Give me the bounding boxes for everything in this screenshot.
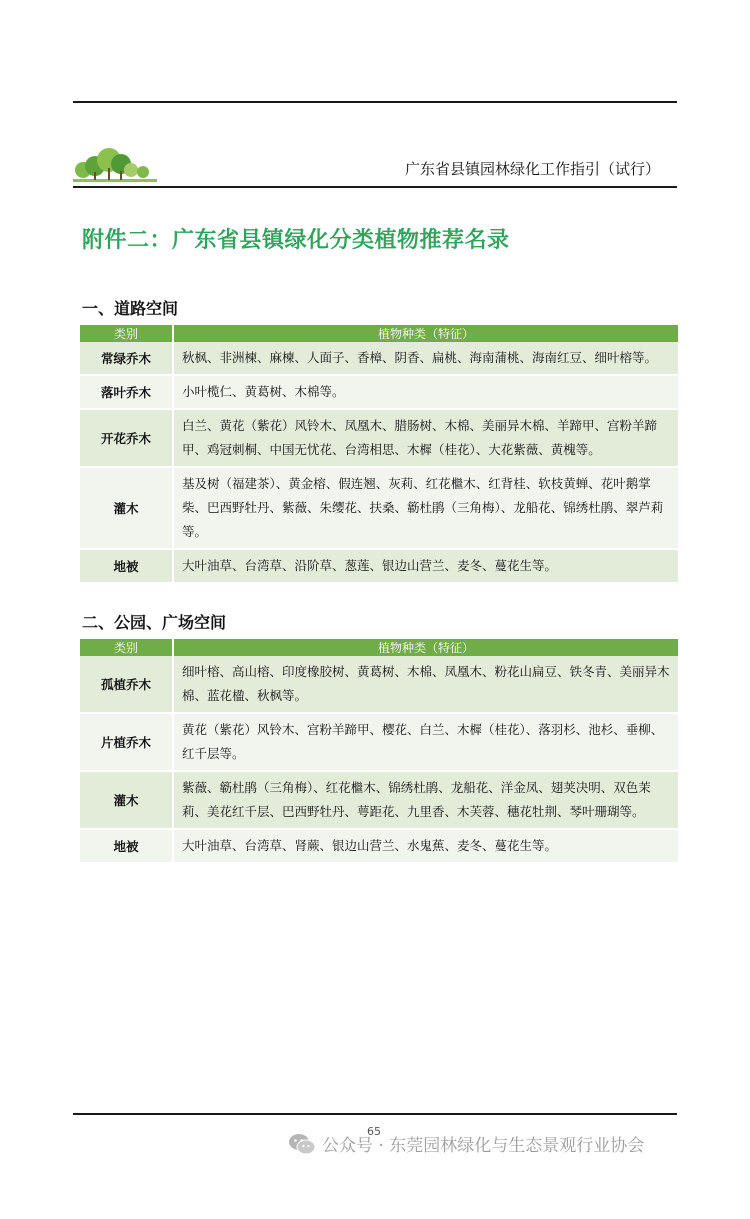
plants-cell: 大叶油草、台湾草、肾蕨、银边山营兰、水鬼蕉、麦冬、蔓花生等。 bbox=[173, 829, 678, 863]
column-header-category: 类别 bbox=[80, 639, 173, 656]
section-title-park: 二、公园、广场空间 bbox=[82, 613, 227, 632]
category-cell: 灌木 bbox=[80, 771, 173, 829]
category-cell: 常绿乔木 bbox=[80, 342, 173, 375]
column-header-plants: 植物种类（特征） bbox=[173, 639, 678, 656]
document-header-title: 广东省县镇园林绿化工作指引（试行） bbox=[404, 160, 660, 178]
table-row bbox=[80, 771, 678, 829]
category-cell: 孤植乔木 bbox=[80, 656, 173, 713]
trees-logo-icon bbox=[73, 146, 157, 184]
road-plants-table bbox=[80, 325, 678, 584]
plants-cell: 大叶油草、台湾草、沿阶草、葱莲、银边山营兰、麦冬、蔓花生等。 bbox=[173, 549, 678, 583]
header-bottom-rule bbox=[73, 186, 677, 188]
plants-cell: 细叶榕、高山榕、印度橡胶树、黄葛树、木棉、凤凰木、粉花山扁豆、铁冬青、美丽异木棉、蓝花楹、秋枫等。 bbox=[173, 656, 678, 713]
plants-cell: 小叶榄仁、黄葛树、木棉等。 bbox=[173, 375, 678, 409]
category-cell: 地被 bbox=[80, 829, 173, 863]
footer-rule bbox=[73, 1113, 677, 1115]
park-plants-table bbox=[80, 639, 678, 864]
page-title: 附件二：广东省县镇绿化分类植物推荐名录 bbox=[82, 228, 510, 253]
plants-cell: 基及树（福建茶）、黄金榕、假连翘、灰莉、红花檵木、红背桂、软枝黄蝉、花叶鹅掌柴、巴西野牡丹、紫薇、朱缨花、扶桑、簕杜鹃（三角梅）、龙船花、锦绣杜鹃、翠芦莉等。 bbox=[173, 467, 678, 549]
plants-cell: 白兰、黄花（紫花）风铃木、凤凰木、腊肠树、木棉、美丽异木棉、羊蹄甲、宫粉羊蹄甲、鸡冠刺桐、中国无忧花、台湾相思、木樨（桂花）、大花紫薇、黄槐等。 bbox=[173, 409, 678, 467]
page-number: 65 bbox=[367, 1125, 381, 1138]
table-row bbox=[80, 375, 678, 409]
table-row bbox=[80, 467, 678, 549]
section-title-road: 一、道路空间 bbox=[82, 299, 179, 318]
table-row bbox=[80, 656, 678, 713]
category-cell: 灌木 bbox=[80, 467, 173, 549]
wechat-watermark bbox=[288, 1131, 644, 1156]
category-cell: 落叶乔木 bbox=[80, 375, 173, 409]
table-row bbox=[80, 342, 678, 375]
watermark-text: 公众号 · 东莞园林绿化与生态景观行业协会 bbox=[322, 1136, 645, 1156]
table-row bbox=[80, 829, 678, 863]
table-row bbox=[80, 549, 678, 583]
plants-cell: 黄花（紫花）风铃木、宫粉羊蹄甲、樱花、白兰、木樨（桂花）、落羽杉、池杉、垂柳、红千层等。 bbox=[173, 713, 678, 771]
category-cell: 片植乔木 bbox=[80, 713, 173, 771]
category-cell: 开花乔木 bbox=[80, 409, 173, 467]
plants-cell: 紫薇、簕杜鹃（三角梅）、红花檵木、锦绣杜鹃、龙船花、洋金凤、翅荚决明、双色茉莉、美花红千层、巴西野牡丹、萼距花、九里香、木芙蓉、穗花牡荆、琴叶珊瑚等。 bbox=[173, 771, 678, 829]
column-header-plants: 植物种类（特征） bbox=[173, 325, 678, 342]
table-row bbox=[80, 409, 678, 467]
wechat-icon bbox=[288, 1133, 316, 1155]
category-cell: 地被 bbox=[80, 549, 173, 583]
header-top-rule bbox=[73, 101, 677, 103]
column-header-category: 类别 bbox=[80, 325, 173, 342]
table-row bbox=[80, 713, 678, 771]
plants-cell: 秋枫、非洲楝、麻楝、人面子、香樟、阴香、扁桃、海南蒲桃、海南红豆、细叶榕等。 bbox=[173, 342, 678, 375]
